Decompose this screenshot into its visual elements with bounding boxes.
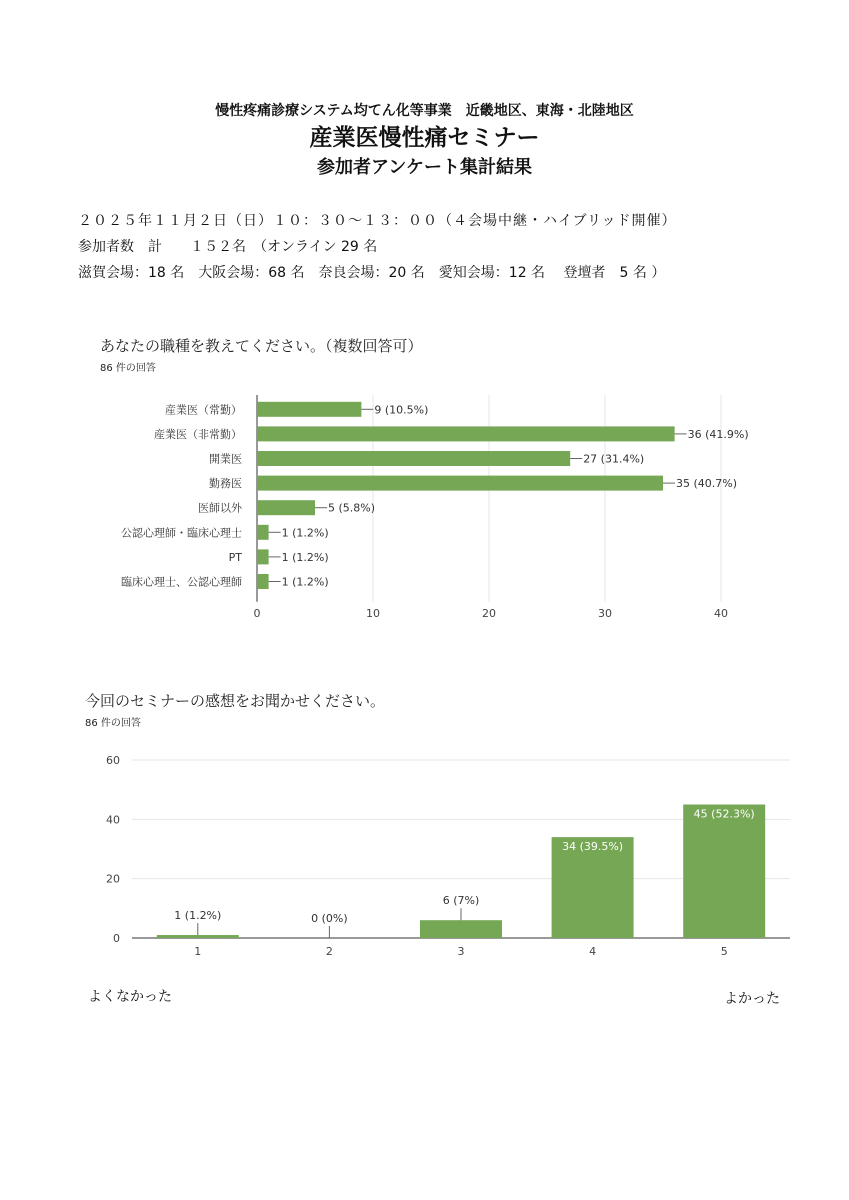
chart2-x-tick-3: 4: [589, 945, 597, 958]
participant-total-line: 参加者数 計 １５２名 （オンライン 29 名: [78, 239, 378, 255]
chart1-bar-1: [257, 426, 675, 441]
chart2-data-label-3: 34 (39.5%): [562, 840, 624, 854]
event-info: [78, 208, 676, 286]
chart2-x-tick-2: 3: [457, 945, 465, 958]
chart2-x-tick-1: 2: [325, 945, 333, 958]
seminar-title: 産業医慢性痛セミナー: [309, 125, 540, 151]
chart1-data-label-4: 5 (5.8%): [328, 501, 376, 515]
chart2-x-tick-4: 5: [720, 945, 728, 958]
chart2-y-tick-2: 40: [106, 813, 120, 827]
chart1-x-tick-1: 10: [366, 606, 380, 620]
chart1-x-tick-3: 30: [598, 606, 612, 620]
chart2-bar-4: [683, 805, 765, 939]
chart1-data-label-7: 1 (1.2%): [281, 575, 329, 589]
chart1-data-label-2: 27 (31.4%): [583, 452, 645, 466]
chart1-category-label-4: 医師以外: [198, 501, 242, 515]
chart1-x-tick-0: 0: [253, 606, 261, 620]
impression-bar-chart: [0, 750, 849, 965]
chart2-y-tick-3: 60: [106, 754, 120, 767]
chart2-data-label-2: 6 (7%): [442, 894, 480, 908]
chart2-y-tick-1: 20: [106, 872, 120, 886]
chart1-category-label-6: PT: [228, 550, 242, 564]
chart2-y-tick-0: 0: [113, 932, 120, 945]
report-title: 参加者アンケート集計結果: [317, 157, 532, 178]
chart2-data-label-0: 1 (1.2%): [174, 909, 222, 923]
chart2-bar-0: [157, 935, 239, 938]
chart1-data-label-1: 36 (41.9%): [687, 427, 749, 441]
chart2-x-tick-0: 1: [194, 945, 202, 958]
chart1-title: あなたの職種を教えてください。（複数回答可）: [100, 337, 423, 355]
chart1-data-label-6: 1 (1.2%): [281, 550, 329, 564]
chart1-x-tick-4: 40: [714, 606, 728, 620]
chart2-bar-2: [420, 920, 502, 938]
chart1-bar-3: [257, 476, 663, 491]
chart1-category-label-0: 産業医（常勤）: [165, 403, 242, 417]
scale-high-label: よかった: [724, 991, 780, 1007]
report-header: [0, 100, 849, 182]
chart1-category-label-2: 開業医: [209, 452, 242, 466]
chart1-category-label-3: 勤務医: [209, 477, 242, 491]
chart2-title: 今回のセミナーの感想をお聞かせください。: [85, 692, 386, 710]
chart1-bar-7: [257, 574, 269, 589]
chart1-data-label-0: 9 (10.5%): [374, 403, 429, 417]
chart1-bar-6: [257, 549, 269, 564]
chart1-bar-4: [257, 500, 315, 515]
project-subtitle: 慢性疼痛診療システム均てん化等事業 近畿地区、東海・北陸地区: [215, 103, 634, 119]
chart2-response-count: 86 件の回答: [85, 718, 141, 729]
chart1-data-label-5: 1 (1.2%): [281, 526, 329, 540]
chart1-category-label-1: 産業医（非常勤）: [154, 427, 242, 441]
chart2-data-label-4: 45 (52.3%): [693, 807, 755, 821]
chart1-data-label-3: 35 (40.7%): [676, 477, 738, 491]
chart1-category-label-7: 臨床心理士、公認心理師: [121, 575, 242, 589]
occupation-bar-chart: [0, 385, 849, 625]
chart1-bar-5: [257, 525, 269, 540]
chart1-category-label-5: 公認心理師・臨床心理士: [121, 526, 242, 540]
event-date-line: ２０２５年１１月２日（日）１０：３０～１３：００（４会場中継・ハイブリッド開催）: [78, 213, 677, 229]
venue-breakdown-line: 滋賀会場：18 名 大阪会場：68 名 奈良会場：20 名 愛知会場：12 名 登壇者 5 名 ）: [78, 265, 666, 281]
chart1-bar-2: [257, 451, 570, 466]
chart1-bar-0: [257, 402, 361, 417]
chart1-response-count: 86 件の回答: [100, 363, 156, 374]
chart1-x-tick-2: 20: [482, 606, 496, 620]
scale-low-label: よくなかった: [88, 989, 172, 1005]
chart2-data-label-1: 0 (0%): [311, 912, 348, 925]
